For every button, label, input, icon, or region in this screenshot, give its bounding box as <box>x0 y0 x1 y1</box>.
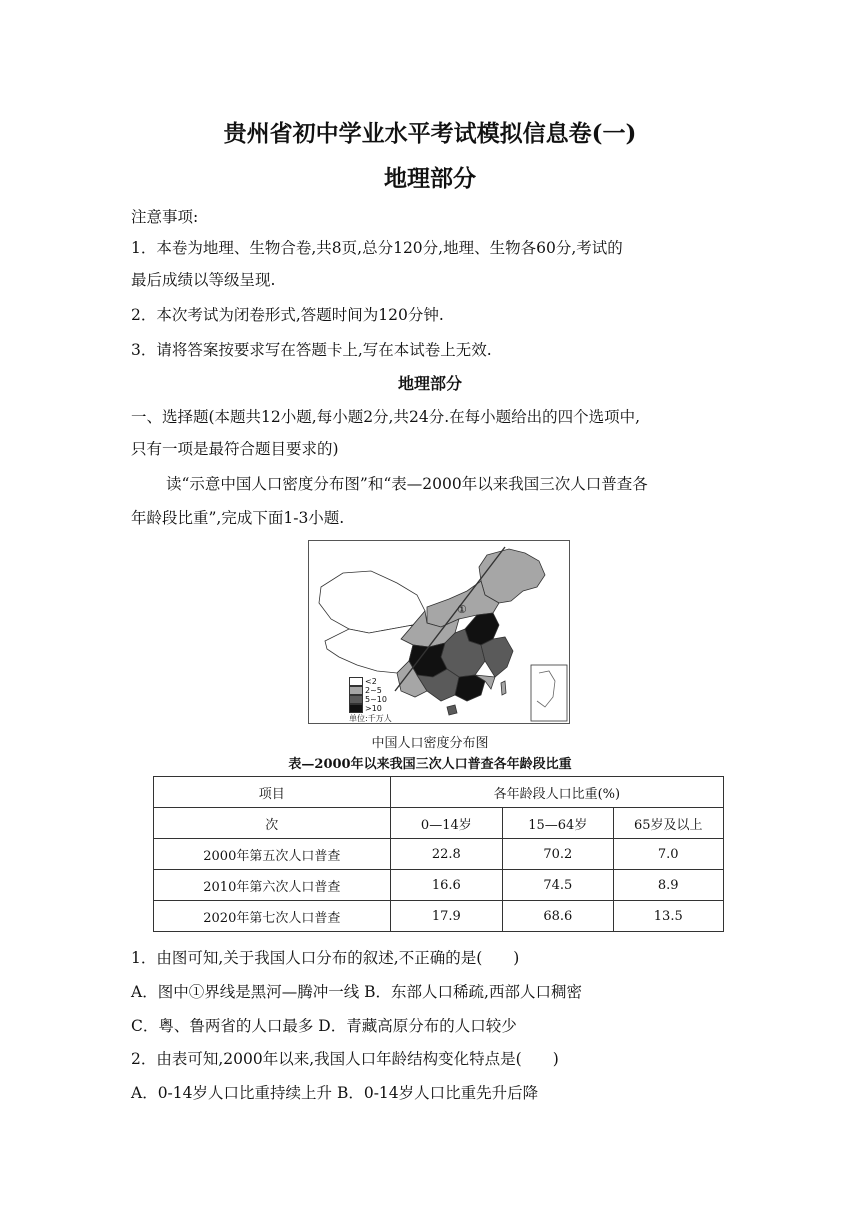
cell-value: 22.8 <box>390 839 502 870</box>
cell-value: 70.2 <box>503 839 613 870</box>
table-caption: 表—2000年以来我国三次人口普查各年龄段比重 <box>288 757 572 772</box>
notice-heading: 注意事项: <box>131 208 199 226</box>
population-density-map <box>308 540 570 724</box>
header-age-group: 各年龄段人口比重(%) <box>390 777 723 808</box>
legend-label-5-10: 5~10 <box>365 694 387 704</box>
cell-value: 7.0 <box>613 839 723 870</box>
legend-swatch-lt2 <box>349 677 363 686</box>
row-label: 2000年第五次人口普查 <box>154 839 391 870</box>
part1-instructions: 一、选择题(本题共12小题,每小题2分,共24分.在每小题给出的四个选项中, <box>131 408 641 426</box>
boundary-marker: ① <box>457 603 467 616</box>
header-col-65plus: 65岁及以上 <box>613 808 723 839</box>
intro-text: 读“示意中国人口密度分布图”和“表—2000年以来我国三次人口普查各 <box>166 475 648 493</box>
notice-item-1: 1．本卷为地理、生物合卷,共8页,总分120分,地理、生物各60分,考试的 <box>131 239 623 257</box>
question-2-options-ab: A．0-14岁人口比重持续上升 B．0-14岁人口比重先升后降 <box>131 1084 539 1102</box>
map-legend <box>349 677 392 723</box>
question-2: 2．由表可知,2000年以来,我国人口年龄结构变化特点是( ) <box>131 1050 559 1068</box>
question-1: 1．由图可知,关于我国人口分布的叙述,不正确的是( ) <box>131 949 520 967</box>
notice-item-1-cont: 最后成绩以等级呈现. <box>131 271 276 289</box>
cell-value: 17.9 <box>390 901 502 932</box>
cell-value: 68.6 <box>503 901 613 932</box>
question-1-options-ab: A．图中①界线是黑河—腾冲一线 B．东部人口稀疏,西部人口稠密 <box>131 983 582 1001</box>
header-col-15-64: 15—64岁 <box>503 808 613 839</box>
cell-value: 74.5 <box>503 870 613 901</box>
table-row <box>154 901 724 932</box>
cell-value: 16.6 <box>390 870 502 901</box>
section-title: 地理部分 <box>397 374 462 393</box>
row-label: 2010年第六次人口普查 <box>154 870 391 901</box>
cell-value: 13.5 <box>613 901 723 932</box>
cell-value: 8.9 <box>613 870 723 901</box>
legend-label-2-5: 2~5 <box>365 685 382 695</box>
header-col-0-14: 0—14岁 <box>390 808 502 839</box>
legend-label-lt2: <2 <box>365 676 377 686</box>
question-1-options-cd: C．粤、鲁两省的人口最多 D．青藏高原分布的人口较少 <box>131 1017 517 1035</box>
header-census: 次 <box>154 808 391 839</box>
legend-swatch-gt10 <box>349 704 363 713</box>
legend-unit: 单位:千万人 <box>349 714 392 723</box>
census-table <box>153 776 724 932</box>
legend-label-gt10: >10 <box>365 703 382 713</box>
header-item: 项目 <box>154 777 391 808</box>
table-row <box>154 839 724 870</box>
exam-title: 贵州省初中学业水平考试模拟信息卷(一) <box>223 120 637 147</box>
notice-item-3: 3．请将答案按要求写在答题卡上,写在本试卷上无效. <box>131 341 492 359</box>
legend-swatch-5-10 <box>349 695 363 704</box>
table-row <box>154 870 724 901</box>
map-caption: 中国人口密度分布图 <box>371 736 489 751</box>
row-label: 2020年第七次人口普查 <box>154 901 391 932</box>
intro-text-cont: 年龄段比重”,完成下面1-3小题. <box>131 509 345 527</box>
south-china-sea-inset <box>531 665 567 721</box>
notice-item-2: 2．本次考试为闭卷形式,答题时间为120分钟. <box>131 306 444 324</box>
legend-swatch-2-5 <box>349 686 363 695</box>
part1-instructions-cont: 只有一项是最符合题目要求的) <box>131 440 339 458</box>
exam-subtitle: 地理部分 <box>384 165 476 192</box>
